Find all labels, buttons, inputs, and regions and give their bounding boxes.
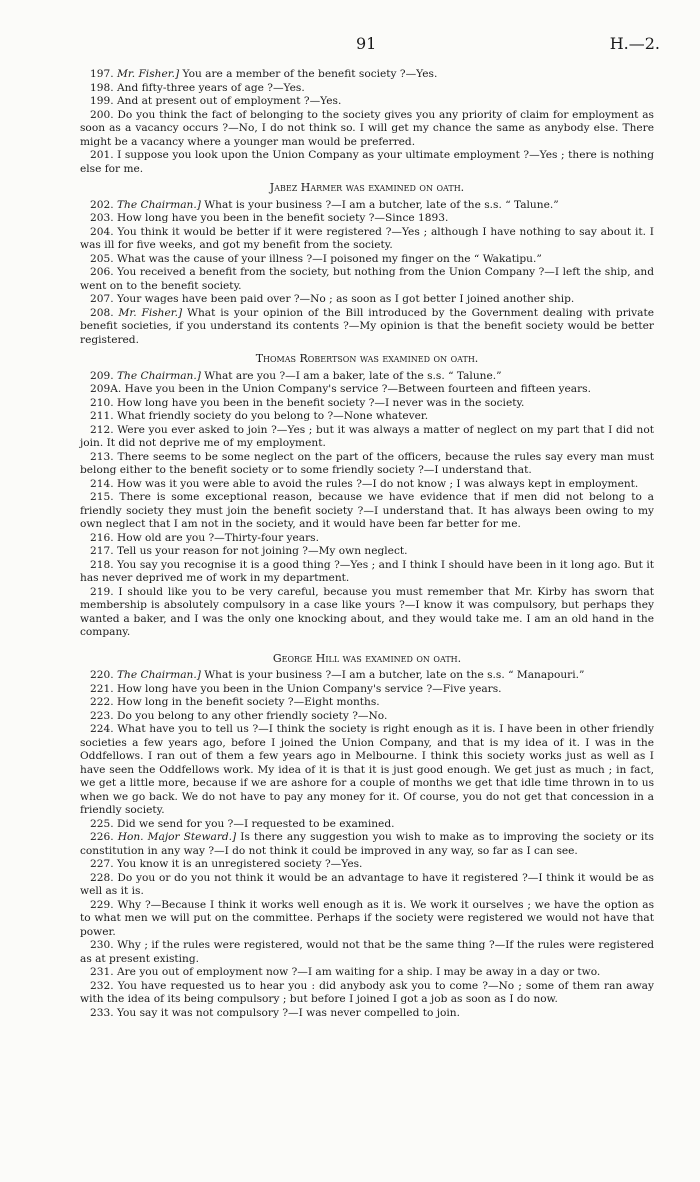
question-paragraph [80, 899, 654, 940]
question-number: 213. [90, 450, 114, 463]
speaker-name: Mr. Fisher.] [118, 306, 183, 319]
speaker-name: Mr. Fisher.] [116, 68, 180, 80]
question-paragraph [80, 410, 654, 424]
question-number: 222. [90, 696, 114, 708]
question-number: 228. [90, 871, 114, 884]
question-text: How long in the benefit society ?—Eight months. [116, 696, 380, 708]
question-text: You have requested us to hear you : did anybody ask you to come ?—No ; some of them ran away with the idea of its being compulsory ; but before I joined I got a job as soon as I do now. [80, 979, 654, 1005]
document-body [80, 68, 654, 1020]
question-number: 224. [90, 723, 114, 735]
question-text: Do you think the fact of belonging to the society gives you any priority of claim for employment as soon as a vacancy occurs ?—No, I do not think so. I will get my chance the same as anybody else. There might be a vacancy where a younger man would be preferred. [80, 108, 654, 148]
speaker-name: The Chairman.] [116, 669, 201, 681]
question-number: 206. [90, 266, 114, 278]
page-header [80, 34, 660, 68]
question-text: How was it you were able to avoid the rules ?—I do not know ; I was always kept in employment. [116, 477, 639, 490]
question-text: I suppose you look upon the Union Company as your ultimate employment ?—Yes ; there is nothing else for me. [80, 149, 654, 175]
question-text: How long have you been in the benefit society ?—Since 1893. [116, 212, 449, 224]
witness-heading: Thomas Robertson was examined on oath. [255, 352, 479, 365]
question-number: 219. [90, 585, 114, 598]
question-paragraph [80, 858, 654, 872]
question-number: 208. [90, 306, 114, 319]
question-number: 225. [90, 817, 114, 830]
question-number: 227. [90, 858, 114, 870]
question-paragraph [80, 266, 654, 293]
question-paragraph [80, 1007, 654, 1021]
question-text: You think it would be better if it were registered ?—Yes ; although I have nothing to say about it. I was ill for five weeks, and got my benefit from the society. [80, 225, 654, 251]
question-text: Tell us your reason for not joining ?—My own neglect. [116, 545, 408, 557]
question-paragraph [80, 818, 654, 832]
question-number: 229. [90, 898, 114, 911]
question-paragraph [80, 424, 654, 451]
question-text: What is your business ?—I am a butcher, late on the s.s. “ Manapouri.” [200, 669, 585, 681]
question-text: Are you out of employment now ?—I am waiting for a ship. I may be away in a day or two. [116, 966, 601, 978]
question-paragraph [80, 478, 654, 492]
question-text: There is some exceptional reason, because we have evidence that if men did not belong to a friendly society they must join the benefit society ?—I understand that. It has always been owing to my own neglect that I am not in the society, and it would have been far better for me. [80, 491, 654, 530]
question-paragraph [80, 491, 654, 532]
question-paragraph [80, 226, 654, 253]
question-text: Why ; if the rules were registered, would not that be the same thing ?—If the rules were registered as at present existing. [80, 939, 654, 965]
question-number: 226. [90, 831, 114, 843]
question-paragraph [80, 212, 654, 226]
question-paragraph [80, 683, 654, 697]
question-paragraph [80, 95, 654, 109]
question-number: 217. [90, 545, 114, 557]
question-paragraph [80, 307, 654, 348]
witness-heading: Jabez Harmer was examined on oath. [269, 181, 465, 194]
question-paragraph [80, 68, 654, 82]
question-number: 207. [90, 293, 114, 305]
question-paragraph [80, 532, 654, 546]
page-number: 91 [356, 34, 377, 53]
question-paragraph [80, 696, 654, 710]
question-paragraph [80, 109, 654, 150]
question-paragraph [80, 980, 654, 1007]
question-number: 231. [90, 966, 114, 978]
speaker-name: Hon. Major Steward.] [117, 831, 237, 843]
question-paragraph [80, 370, 654, 384]
speaker-name: The Chairman.] [116, 369, 201, 382]
question-number: 209. [90, 369, 114, 382]
question-text: There seems to be some neglect on the part of the officers, because the rules say every man must belong either to the benefit society or to some friendly society ?—I understand that. [80, 450, 654, 476]
question-number: 221. [90, 682, 114, 695]
question-paragraph [80, 451, 654, 478]
question-paragraph [80, 710, 654, 724]
question-paragraph [80, 199, 654, 213]
question-text: How old are you ?—Thirty-four years. [116, 531, 319, 544]
question-number: 218. [90, 558, 114, 571]
question-text: What are you ?—I am a baker, late of the s.s. “ Talune.” [200, 369, 502, 382]
question-text: You received a benefit from the society, but nothing from the Union Company ?—I left the ship, and went on to the benefit society. [80, 266, 654, 292]
question-number: 202. [90, 198, 114, 211]
question-text: Do you belong to any other friendly society ?—No. [116, 709, 388, 722]
question-number: 209A. [90, 383, 122, 395]
question-number: 230. [90, 939, 114, 951]
document-reference: H.—2. [609, 34, 660, 53]
question-number: 216. [90, 531, 114, 544]
question-paragraph [80, 872, 654, 899]
question-number: 205. [90, 252, 114, 265]
question-paragraph [80, 149, 654, 176]
question-paragraph [80, 293, 654, 307]
question-text: Your wages have been paid over ?—No ; as soon as I got better I joined another ship. [116, 293, 575, 305]
question-number: 232. [90, 979, 114, 992]
question-number: 214. [90, 477, 114, 490]
question-paragraph [80, 545, 654, 559]
question-number: 197. [90, 68, 114, 80]
question-text: And fifty-three years of age ?—Yes. [116, 81, 305, 94]
question-text: How long have you been in the Union Company's service ?—Five years. [116, 682, 502, 695]
question-paragraph [80, 669, 654, 683]
question-text: What is your business ?—I am a butcher, late of the s.s. “ Talune.” [200, 198, 559, 211]
question-paragraph [80, 723, 654, 818]
question-text: What have you to tell us ?—I think the society is right enough as it is. I have been in other friendly societies a few years ago, before I joined the Union Company, and that is my idea of it. I was in the Oddfellows. I ran out of them a few years ago in Melbourne. I think this society works just as well as I have seen the Oddfellows work. My idea of it is that it is just good enough. We get just as much ; in fact, we get a little more, because if we are ashore for a couple of months we get that idle time thrown in to us when we go back. We do not have to pay any money for it. Of course, you do not get that concession in a friendly society. [80, 723, 654, 816]
question-text: What is your opinion of the Bill introduced by the Government dealing with private benefit societies, if you understand its contents ?—My opinion is that the benefit society would be better registered. [80, 306, 654, 346]
question-number: 220. [90, 669, 114, 681]
question-text: What was the cause of your illness ?—I poisoned my finger on the “ Wakatipu.” [116, 252, 542, 265]
question-text: What friendly society do you belong to ?—None whatever. [116, 410, 429, 422]
question-paragraph [80, 831, 654, 858]
question-number: 204. [90, 225, 114, 238]
question-text: You know it is an unregistered society ?—Yes. [116, 858, 363, 870]
question-number: 215. [90, 491, 114, 503]
question-text: And at present out of employment ?—Yes. [116, 95, 342, 107]
question-paragraph [80, 966, 654, 980]
question-text: You are a member of the benefit society ?—Yes. [179, 68, 438, 80]
witness-heading: George Hill was examined on oath. [272, 651, 462, 665]
question-number: 198. [90, 81, 114, 94]
question-paragraph [80, 383, 654, 397]
question-text: How long have you been in the benefit society ?—I never was in the society. [116, 396, 525, 409]
speaker-name: The Chairman.] [116, 198, 201, 211]
question-text: Have you been in the Union Company's service ?—Between fourteen and fifteen years. [124, 383, 591, 395]
question-number: 199. [90, 95, 114, 107]
question-number: 201. [90, 149, 114, 161]
question-number: 200. [90, 108, 114, 121]
question-number: 211. [90, 410, 114, 422]
question-paragraph [80, 939, 654, 966]
question-text: I should like you to be very careful, because you must remember that Mr. Kirby has sworn that membership is absolutely compulsory in a case like yours ?—I know it was compulsory, but perhaps they wanted a baker, and I was the only one knocking about, and they would take me. I am an old hand in the company. [80, 585, 654, 638]
question-number: 210. [90, 396, 114, 409]
question-paragraph [80, 397, 654, 411]
question-paragraph [80, 559, 654, 586]
question-text: Why ?—Because I think it works well enough as it is. We work it ourselves ; we have the option as to what men we will put on the committee. Perhaps if the society were registered we would not have that power. [80, 898, 655, 938]
question-number: 212. [90, 423, 114, 436]
question-number: 223. [90, 709, 114, 722]
question-paragraph [80, 253, 654, 267]
question-text: Did we send for you ?—I requested to be examined. [116, 817, 395, 830]
question-text: You say you recognise it is a good thing ?—Yes ; and I think I should have been in it long ago. But it has never deprived me of work in my department. [80, 558, 654, 584]
question-text: Is there any suggestion you wish to make as to improving the society or its constitution in any way ?—I do not think it could be improved in any way, so far as I can see. [80, 831, 654, 857]
question-number: 233. [90, 1006, 114, 1019]
question-paragraph [80, 82, 654, 96]
question-text: Do you or do you not think it would be an advantage to have it registered ?—I think it would be as well as it is. [80, 871, 654, 897]
question-text: Were you ever asked to join ?—Yes ; but it was always a matter of neglect on my part that I did not join. It did not deprive me of my employment. [80, 423, 654, 449]
question-text: You say it was not compulsory ?—I was never compelled to join. [116, 1006, 460, 1019]
question-number: 203. [90, 212, 114, 224]
question-paragraph [80, 586, 654, 640]
